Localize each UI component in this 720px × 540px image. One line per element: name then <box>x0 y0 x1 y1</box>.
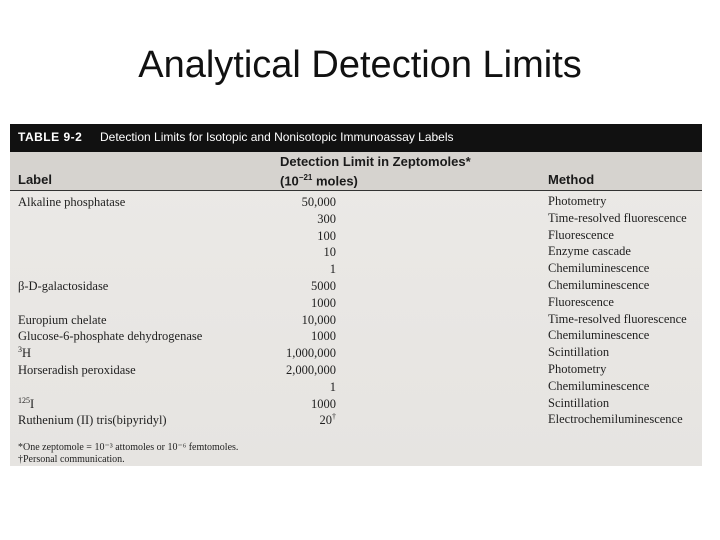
row-label <box>18 412 167 428</box>
table-row <box>10 396 702 413</box>
row-value-text: 300 <box>317 211 336 226</box>
row-method: Chemiluminescence <box>548 378 650 393</box>
row-value-text: 1000 <box>311 396 336 411</box>
row-method: Scintillation <box>548 395 610 410</box>
row-detection-limit <box>311 328 336 344</box>
row-label-text: β-D-galactosidase <box>18 279 109 294</box>
row-label <box>18 312 107 328</box>
table-row <box>10 328 702 345</box>
row-label-text: I <box>30 396 35 411</box>
row-value-text: 50,000 <box>301 195 336 210</box>
table-row <box>10 379 702 396</box>
row-method: Fluorescence <box>548 227 614 242</box>
row-label-text: Europium chelate <box>18 312 107 327</box>
row-detection-limit <box>330 379 336 395</box>
row-method: Time-resolved fluorescence <box>548 210 687 225</box>
row-label <box>18 362 136 378</box>
table-body <box>10 194 702 429</box>
row-label-superscript: 3 <box>18 345 22 355</box>
row-label-text: Alkaline phosphatase <box>18 195 126 210</box>
header-limit-mark: * <box>465 154 471 169</box>
row-method: Fluorescence <box>548 294 614 309</box>
row-detection-limit <box>302 194 336 210</box>
header-limit-line1: Detection Limit in Zeptomoles <box>280 154 466 169</box>
row-label <box>18 345 31 361</box>
row-label-text: Horseradish peroxidase <box>18 363 136 378</box>
header-detection-limit <box>280 154 471 189</box>
row-detection-limit <box>286 345 336 361</box>
row-value-text: 20 <box>319 413 332 428</box>
row-label-text: Ruthenium (II) tris(bipyridyl) <box>18 413 167 428</box>
row-label <box>18 328 202 344</box>
header-limit-prefix: (10 <box>280 173 299 189</box>
row-value-text: 1000 <box>311 329 336 344</box>
header-label: Label <box>18 172 52 187</box>
table-row <box>10 194 702 211</box>
row-method: Time-resolved fluorescence <box>548 311 687 326</box>
header-limit-suffix: moles) <box>312 173 358 189</box>
row-value-text: 1000 <box>311 295 336 310</box>
table-footnotes <box>18 442 238 466</box>
table-row <box>10 211 702 228</box>
row-value-text: 100 <box>317 228 336 243</box>
row-value-text: 10 <box>323 245 336 260</box>
footnote: *One zeptomole = 10⁻³ attomoles or 10⁻⁶ femtomoles. <box>18 442 239 453</box>
table-row <box>10 278 702 295</box>
row-label <box>18 396 34 412</box>
table-caption: Detection Limits for Isotopic and Nonisotopic Immunoassay Labels <box>100 130 454 144</box>
row-detection-limit <box>311 295 336 311</box>
row-value-text: 1 <box>329 262 336 277</box>
table-row <box>10 412 702 429</box>
row-method: Electrochemiluminescence <box>548 412 683 427</box>
header-limit-exp: −21 <box>298 173 313 182</box>
row-value-text: 1 <box>329 379 336 394</box>
row-method: Enzyme cascade <box>548 244 631 259</box>
row-label-text: H <box>22 346 32 361</box>
row-method: Chemiluminescence <box>548 328 650 343</box>
header-method: Method <box>548 172 595 187</box>
row-detection-limit <box>311 396 336 412</box>
slide-title: Analytical Detection Limits <box>138 44 582 86</box>
row-method: Chemiluminescence <box>548 277 650 292</box>
row-detection-limit <box>317 228 336 244</box>
row-label-text: Glucose-6-phosphate dehydrogenase <box>18 329 203 344</box>
table-row <box>10 244 702 261</box>
table-row <box>10 362 702 379</box>
row-detection-limit <box>330 261 336 277</box>
row-label-superscript: 125 <box>18 395 30 405</box>
table-caption-bar <box>10 124 702 152</box>
row-detection-limit <box>311 278 336 294</box>
row-value-text: 2,000,000 <box>286 363 336 378</box>
row-detection-limit <box>317 211 336 227</box>
row-method: Photometry <box>548 194 607 208</box>
row-value-superscript: † <box>332 412 336 422</box>
row-method: Scintillation <box>548 345 610 360</box>
table-image <box>10 124 702 466</box>
row-value-text: 1,000,000 <box>286 346 336 361</box>
row-label <box>18 278 108 294</box>
table-row <box>10 345 702 362</box>
table-row <box>10 312 702 329</box>
row-detection-limit <box>286 362 336 378</box>
row-value-text: 10,000 <box>301 312 336 327</box>
row-detection-limit <box>320 412 337 428</box>
table-number: TABLE 9-2 <box>18 130 83 144</box>
table-row <box>10 261 702 278</box>
row-value-text: 5000 <box>311 279 336 294</box>
row-label <box>18 194 125 210</box>
row-method: Photometry <box>548 361 607 376</box>
footnote: †Personal communication. <box>18 454 125 465</box>
row-method: Chemiluminescence <box>548 261 650 276</box>
row-detection-limit <box>324 244 337 260</box>
table-row <box>10 295 702 312</box>
row-detection-limit <box>302 312 336 328</box>
table-row <box>10 228 702 245</box>
